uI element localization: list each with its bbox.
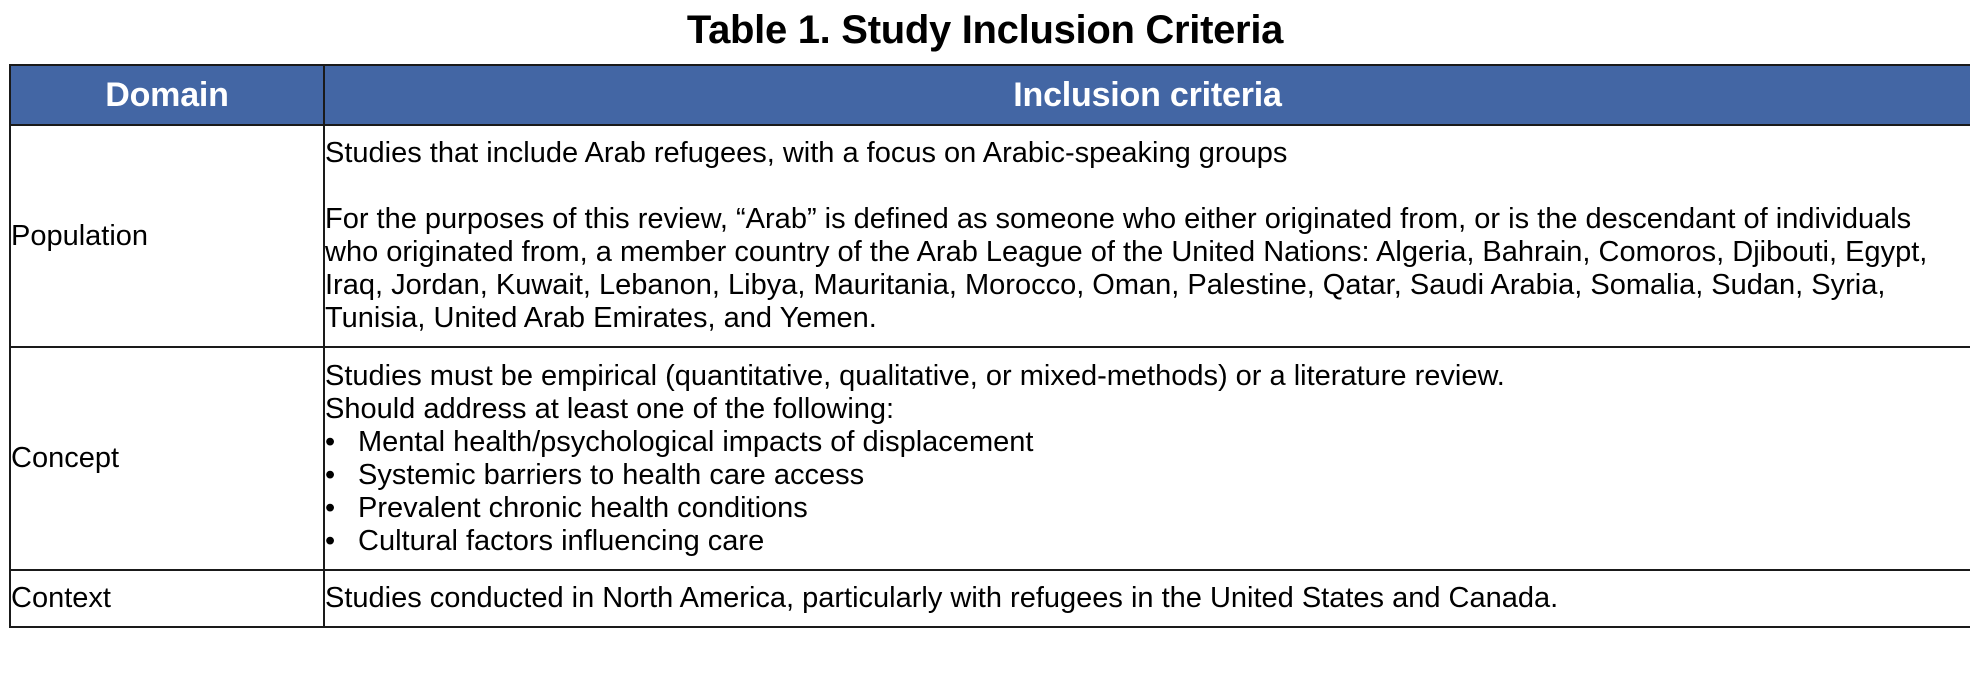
concept-line-2: Should address at least one of the following: <box>325 392 895 425</box>
header-inclusion-criteria: Inclusion criteria <box>324 65 1970 125</box>
population-paragraph-2: For the purposes of this review, “Arab” is defined as someone who either originated from, or is the descendant of individuals who originated from, a member country of the Arab League of the United Nations: Algeria, Bahrain, Comoros, Djibouti, Egypt, Iraq, Jordan, Kuwait, Lebanon, Libya, Mauritania, Morocco, Oman, Palestine, Qatar, Saudi Arabia, Somalia, Sudan, Syria, Tunisia, United Arab Emirates, and Yemen. <box>325 203 1928 334</box>
criteria-cell-population <box>324 125 1970 347</box>
paragraph-spacer <box>325 170 1970 203</box>
list-item: • Systemic barriers to health care access <box>325 459 1970 492</box>
population-paragraph-1: Studies that include Arab refugees, with a focus on Arabic-speaking groups <box>325 137 1288 169</box>
domain-cell-context: Context <box>10 570 324 627</box>
list-item: • Prevalent chronic health conditions <box>325 492 1970 525</box>
header-domain: Domain <box>10 65 324 125</box>
table-row-population <box>10 125 1970 347</box>
table-row-context <box>10 570 1970 627</box>
concept-line-1: Studies must be empirical (quantitative, qualitative, or mixed-methods) or a literature review. <box>325 359 1505 392</box>
inclusion-criteria-table <box>9 64 1970 628</box>
list-item: • Mental health/psychological impacts of displacement <box>325 426 1970 459</box>
concept-bullet-list <box>325 426 1970 558</box>
list-item: • Cultural factors influencing care <box>325 525 1970 558</box>
domain-cell-concept: Concept <box>10 347 324 570</box>
table-title: Table 1. Study Inclusion Criteria <box>686 8 1284 52</box>
criteria-cell-context: Studies conducted in North America, particularly with refugees in the United States and Canada. <box>324 570 1970 627</box>
criteria-cell-concept <box>324 347 1970 570</box>
table-row-concept <box>10 347 1970 570</box>
domain-cell-population: Population <box>10 125 324 347</box>
table-header-row <box>10 65 1970 125</box>
